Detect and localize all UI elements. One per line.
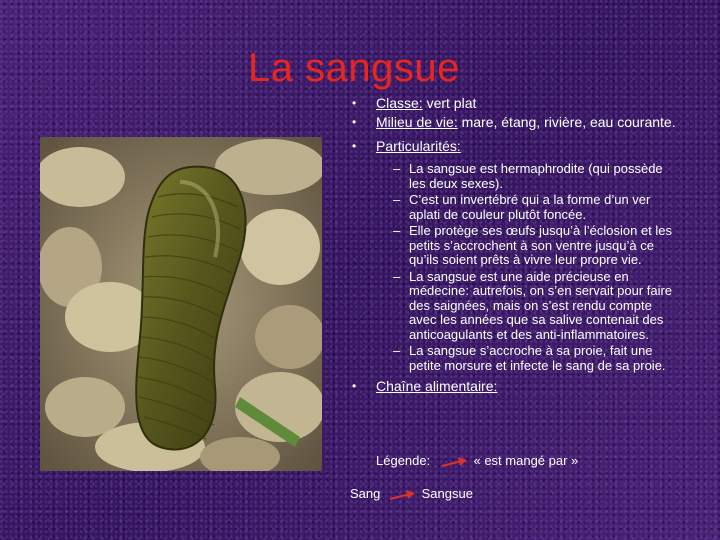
dash-icon: – [393,161,401,176]
classe-value: vert plat [422,95,477,111]
bullet-chaine [342,379,682,394]
particularites-label: Particularités: [376,138,461,154]
particularites-list [342,162,682,373]
dash-icon: – [393,192,401,207]
dash-icon: – [393,343,401,358]
chain-from: Sang [350,486,381,501]
particularite-item: – La sangsue s’accroche à sa proie, fait une petite morsure et infecte le sang de sa proie. [393,343,666,373]
bullet-icon: • [352,139,357,153]
chain-to: Sangsue [421,486,473,501]
legend [376,453,578,469]
chaine-label: Chaîne alimentaire: [376,378,498,394]
legend-label: Légende: [376,453,431,468]
bullet-particularites [342,139,682,154]
particularite-item: – Elle protège ses œufs jusqu’à l’éclosion et les petits s’accrochent à son ventre jusqu’à ce qu’ils soient prêts à vivre leur propre vie. [393,223,673,267]
slide-title: La sangsue [248,46,460,90]
bullet-milieu [342,115,682,130]
legend-meaning: « est mangé par » [473,453,579,468]
bullet-icon: • [352,96,357,110]
bullet-classe [342,96,682,111]
food-chain [350,486,473,502]
dash-icon: – [393,268,401,284]
milieu-value: mare, étang, rivière, eau courante. [457,114,676,130]
particularite-item: – La sangsue est une aide précieuse en médecine: autrefois, on s’en servait pour faire des saignées, mais on s’est rendu compte avec les années que sa salive contenait des anticoagulants et des anti-inflammatoires. [393,268,673,342]
milieu-label: Milieu de vie: [376,114,458,130]
dash-icon: – [393,223,401,238]
red-arrow-icon [440,456,468,468]
bullet-icon: • [352,115,357,129]
red-arrow-icon [388,489,416,501]
bullet-icon: • [352,379,357,393]
particularite-item: – C’est un invertébré qui a la forme d’un ver aplati de couleur plutôt foncée. [393,192,651,222]
particularite-item: – La sangsue est hermaphrodite (qui possède les deux sexes). [393,161,663,191]
classe-label: Classe: [376,95,423,111]
content-list [342,96,682,394]
leech-photo [40,137,322,471]
